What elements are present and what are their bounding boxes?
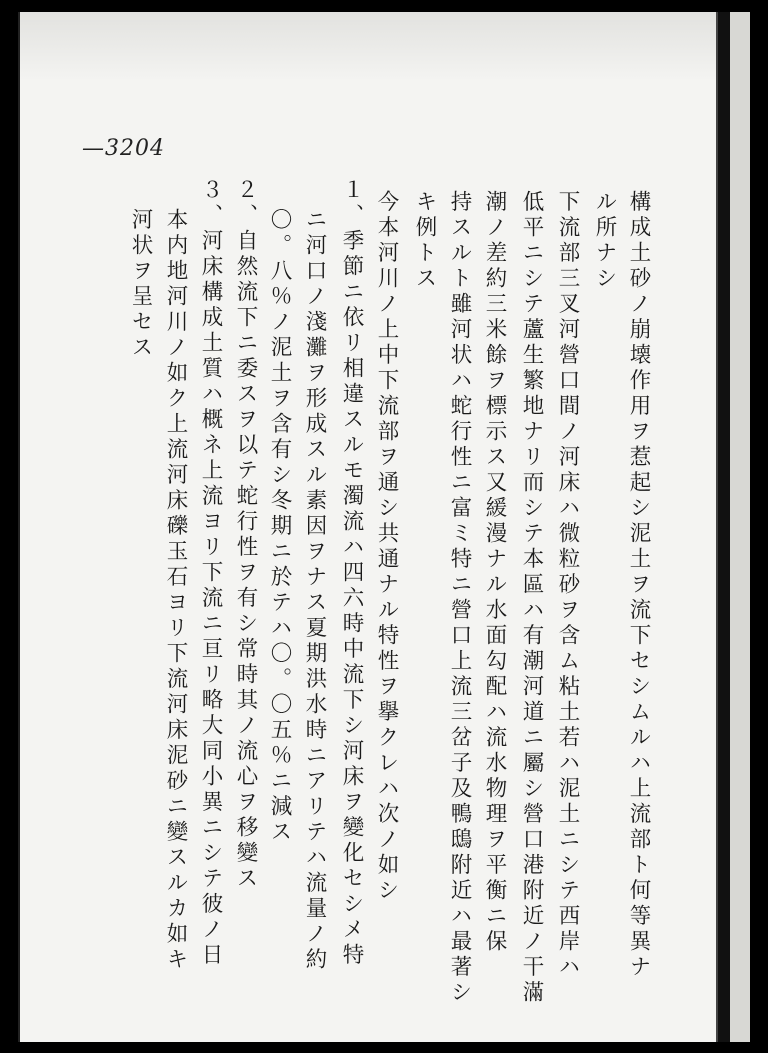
text-column: ニ河口ノ淺灘ヲ形成スル素因ヲナス夏期洪水時ニアリテハ流量ノ約 bbox=[302, 208, 327, 973]
document-page bbox=[18, 12, 720, 1042]
text-column: 持スルト雖河状ハ蛇行性ニ富ミ特ニ營口上流三岔子及鴨鴟附近ハ最著シ bbox=[447, 190, 472, 1006]
text-column: 潮ノ差約三米餘ヲ標示ス又緩漫ナル水面勾配ハ流水物理ヲ平衡ニ保 bbox=[482, 190, 507, 955]
text-column: 構成土砂ノ崩壊作用ヲ惹起シ泥土ヲ流下セシムルハ上流部ト何等異ナ bbox=[626, 190, 651, 981]
text-column: 河状ヲ呈セス bbox=[128, 208, 153, 361]
text-column: 本内地河川ノ如ク上流河床礫玉石ヨリ下流河床泥砂ニ變スルカ如キ bbox=[163, 208, 188, 973]
text-column: 低平ニシテ蘆生繁地ナリ而シテ本區ハ有潮河道ニ屬シ營口港附近ノ干滿 bbox=[519, 190, 544, 1006]
list-item: １、季節ニ依リ相違スルモ濁流ハ四六時中流下シ河床ヲ變化セシメ特 bbox=[339, 178, 364, 969]
text-column: ル所ナシ bbox=[592, 190, 617, 292]
text-column: 下流部三叉河營口間ノ河床ハ微粒砂ヲ含ム粘土若ハ泥土ニシテ西岸ハ bbox=[555, 190, 580, 981]
list-item: ２、自然流下ニ委スヲ以テ蛇行性ヲ有シ常時其ノ流心ヲ移變ス bbox=[233, 178, 258, 892]
page-number: —3204 bbox=[82, 136, 165, 161]
text-column: 今本河川ノ上中下流部ヲ通シ共通ナル特性ヲ擧クレハ次ノ如シ bbox=[374, 190, 399, 904]
list-item: ３、河床構成土質ハ概ネ上流ヨリ下流ニ亘リ略大同小異ニシテ彼ノ日 bbox=[198, 178, 223, 969]
text-column: 〇。八％ノ泥土ヲ含有シ冬期ニ於テハ〇。〇五％ニ減ス bbox=[267, 208, 292, 846]
text-column: キ例トス bbox=[412, 190, 437, 292]
book-spine bbox=[730, 12, 750, 1042]
